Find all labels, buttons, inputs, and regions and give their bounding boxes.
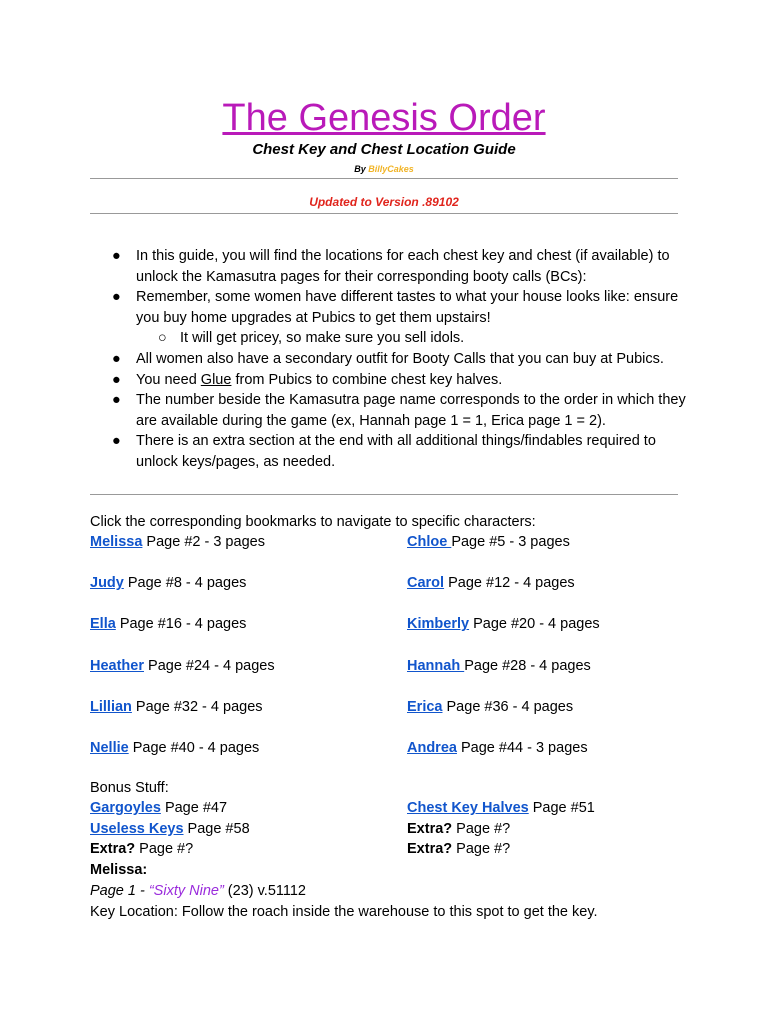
bullet-text: All women also have a secondary outfit for Booty Calls that you can buy at Pubics. — [136, 350, 664, 367]
bonus-label-bold: Extra? — [407, 820, 453, 837]
bookmark-link[interactable]: Hannah — [407, 657, 465, 674]
bonus-entry — [90, 819, 250, 839]
bookmark-link[interactable]: Melissa — [90, 534, 143, 550]
bullet-text: You need — [136, 371, 201, 388]
bookmark-link[interactable]: Andrea — [407, 740, 457, 756]
version-update: Updated to Version .89102 — [309, 195, 459, 209]
bonus-page-info: Page #? — [135, 841, 194, 858]
bullet-text: In this guide, you will find the locations for each chest key and chest (if available) to unlock the Kamasutra pages for their corresponding booty calls (BCs): — [136, 248, 670, 285]
bookmark-link[interactable]: Kimberly — [407, 616, 470, 633]
byline — [0, 162, 768, 176]
bonus-entry — [90, 798, 227, 818]
divider — [90, 213, 678, 214]
bookmark-page-info: Page #5 - 3 pages — [451, 534, 570, 550]
bookmark-entry — [90, 532, 265, 552]
bonus-link[interactable]: Useless Keys — [90, 820, 184, 837]
divider — [90, 178, 678, 179]
bookmark-entry — [90, 697, 263, 717]
bonus-page-info: Page #58 — [183, 820, 250, 837]
bookmark-entry — [90, 573, 246, 593]
bullet-text: Remember, some women have different tastes to what your house looks like: ensure you buy home upgrades at Pubics to get them upstairs! — [136, 289, 679, 326]
bonus-page-info: Page #? — [452, 820, 511, 837]
bookmark-link[interactable]: Carol — [407, 575, 445, 592]
bullet-icon: ● — [112, 350, 121, 367]
bonus-entry — [407, 798, 595, 818]
bonus-entry — [407, 819, 510, 839]
bullet-item — [90, 431, 690, 472]
bullet-text: There is an extra section at the end with all additional things/findables required to unlock keys/pages, as needed. — [136, 433, 656, 470]
bookmark-entry — [407, 573, 575, 593]
bonus-label-bold: Extra? — [407, 841, 453, 858]
bullet-icon: ● — [112, 289, 121, 306]
bonus-label: Bonus Stuff: — [90, 780, 169, 796]
byline-author: BillyCakes — [368, 164, 414, 174]
bookmark-page-info: Page #28 - 4 pages — [464, 657, 591, 674]
bonus-link[interactable]: Gargoyles — [90, 800, 161, 816]
page-name: “Sixty Nine” — [148, 883, 224, 899]
page-suffix: (23) v.51112 — [223, 883, 306, 899]
bookmark-page-info: Page #20 - 4 pages — [469, 616, 600, 633]
bookmark-page-info: Page #8 - 4 pages — [123, 575, 247, 592]
bookmark-link[interactable]: Judy — [90, 575, 124, 592]
bonus-page-info: Page #47 — [160, 800, 228, 816]
bullet-item — [90, 370, 690, 391]
bookmark-page-info: Page #40 - 4 pages — [128, 740, 260, 756]
bookmark-entry — [407, 614, 600, 634]
bookmark-entry — [90, 656, 275, 676]
sub-bullet-item — [90, 328, 690, 349]
bullet-icon: ● — [112, 433, 121, 450]
page-prefix: Page 1 - — [90, 883, 149, 899]
bookmark-entry — [407, 697, 573, 717]
bullet-icon: ● — [112, 248, 121, 264]
bookmark-entry — [90, 614, 246, 634]
underlined-term: Glue — [200, 371, 232, 388]
bookmark-page-info: Page #32 - 4 pages — [131, 698, 263, 715]
bonus-page-info: Page #? — [452, 841, 511, 858]
page-title: The Genesis Order — [222, 97, 546, 139]
byline-by: By — [354, 164, 366, 174]
bookmarks-intro: Click the corresponding bookmarks to navigate to specific characters: — [90, 514, 536, 530]
bookmark-entry — [407, 532, 570, 552]
bookmark-link[interactable]: Ella — [90, 616, 116, 633]
bonus-page-info: Page #51 — [528, 800, 595, 816]
bookmark-entry — [407, 738, 588, 758]
bonus-entry — [90, 839, 193, 859]
bullet-item — [90, 287, 690, 328]
bullet-icon: ● — [112, 371, 121, 388]
bookmark-page-info: Page #16 - 4 pages — [115, 616, 247, 633]
bookmark-link[interactable]: Nellie — [90, 740, 129, 756]
bullet-text: It will get pricey, so make sure you sell idols. — [180, 330, 465, 347]
bookmark-page-info: Page #36 - 4 pages — [442, 698, 574, 715]
bookmark-page-info: Page #44 - 3 pages — [456, 740, 588, 756]
hollow-bullet-icon: ○ — [158, 330, 167, 347]
bullet-text: The number beside the Kamasutra page name corresponds to the order in which they are available during the game (ex, Hannah page 1 = 1, Erica page 1 = 2). — [136, 392, 686, 429]
bonus-link[interactable]: Chest Key Halves — [407, 800, 529, 816]
divider — [90, 494, 678, 495]
bookmark-link[interactable]: Erica — [407, 698, 443, 715]
bookmark-link[interactable]: Heather — [90, 657, 144, 674]
section-heading: Melissa: — [90, 862, 148, 878]
bookmark-link[interactable]: Lillian — [90, 698, 132, 715]
section-page-line — [90, 881, 306, 901]
bookmark-page-info: Page #24 - 4 pages — [144, 657, 275, 674]
bookmark-page-info: Page #2 - 3 pages — [142, 534, 265, 550]
bullet-icon: ● — [112, 392, 121, 409]
bookmark-entry — [407, 656, 591, 676]
bullet-list — [90, 246, 690, 473]
bookmark-page-info: Page #12 - 4 pages — [444, 575, 575, 592]
bullet-item — [90, 246, 690, 287]
bookmark-entry — [90, 738, 259, 758]
key-location: Key Location: Follow the roach inside the warehouse to this spot to get the key. — [90, 904, 598, 920]
bullet-item — [90, 390, 690, 431]
bookmark-link[interactable]: Chloe — [407, 534, 452, 550]
bullet-text: from Pubics to combine chest key halves. — [231, 371, 503, 388]
subtitle: Chest Key and Chest Location Guide — [252, 141, 516, 158]
bonus-label-bold: Extra? — [90, 841, 136, 858]
bonus-entry — [407, 839, 510, 859]
bullet-item — [90, 349, 690, 370]
